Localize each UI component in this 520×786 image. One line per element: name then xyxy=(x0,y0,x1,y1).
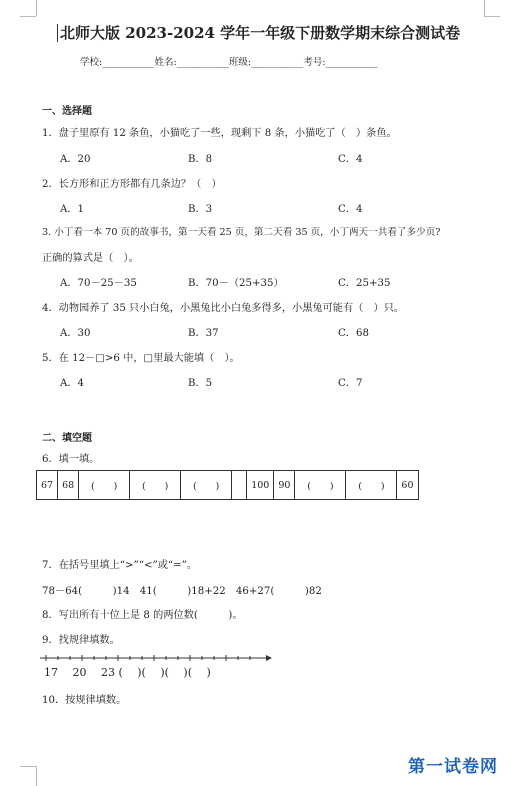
corner-mark-top-left xyxy=(36,0,37,16)
q1-option-a: A．20 xyxy=(60,154,91,165)
table-cell-empty xyxy=(232,471,247,500)
q5-option-a: A．4 xyxy=(60,378,85,389)
table-cell: 68 xyxy=(58,471,79,500)
corner-mark-top-right xyxy=(484,0,485,16)
table-cell: 100 xyxy=(247,471,274,500)
question-8: 8．写出所有十位上是 8 的两位数( )。 xyxy=(42,610,243,621)
number-fill-table xyxy=(36,470,419,500)
corner-mark-top-left-h xyxy=(20,16,36,17)
corner-mark-bottom-left xyxy=(36,766,37,786)
q3-option-c: C．25+35 xyxy=(338,278,391,289)
question-3: 3. 小丁看一本 70 页的故事书，第一天看 25 页，第二天看 35 页，小丁两天一共看了多少页? xyxy=(42,227,441,238)
table-cell-blank: ( ) xyxy=(346,471,397,500)
q3-option-a: A．70－25－35 xyxy=(60,278,137,289)
question-3-line2: 正确的算式是（ ）。 xyxy=(42,253,139,264)
q4-option-a: A．30 xyxy=(60,328,91,339)
corner-mark-bottom-left-h xyxy=(20,766,36,767)
q3-option-b: B．70－（25+35） xyxy=(188,278,284,289)
q2-option-c: C．4 xyxy=(338,204,363,215)
question-10: 10．按规律填数。 xyxy=(42,695,127,706)
q4-option-c: C．68 xyxy=(338,328,369,339)
question-9: 9．找规律填数。 xyxy=(42,635,120,646)
number-line xyxy=(40,652,272,664)
q4-option-b: B．37 xyxy=(188,328,219,339)
table-cell-blank: ( ) xyxy=(181,471,232,500)
q5-option-b: B．5 xyxy=(188,378,213,389)
q5-option-c: C．7 xyxy=(338,378,363,389)
section-heading-choice: 一、选择题 xyxy=(42,106,92,117)
table-cell-blank: ( ) xyxy=(295,471,346,500)
question-4: 4．动物园养了 35 只小白兔，小黑兔比小白兔多得多，小黑兔可能有（ ）只。 xyxy=(42,303,405,314)
question-7-expressions: 78－64( )14 41( )18+22 46+27( )82 xyxy=(42,586,322,597)
table-cell-blank: ( ) xyxy=(79,471,130,500)
question-7: 7．在括号里填上“>”“<”或“=”。 xyxy=(42,560,198,571)
q2-option-b: B．3 xyxy=(188,204,213,215)
table-cell: 60 xyxy=(397,471,418,500)
section-heading-fill: 二、填空题 xyxy=(42,433,92,444)
student-info-fields: 学校:___________姓名:___________班级:___________考号:___________ xyxy=(80,57,378,68)
table-cell-blank: ( ) xyxy=(130,471,181,500)
question-2: 2．长方形和正方形都有几条边？（ ） xyxy=(42,179,222,190)
question-6: 6．填一填。 xyxy=(42,454,100,465)
table-cell: 90 xyxy=(274,471,295,500)
number-line-labels: 17 20 23 ( )( )( )( ) xyxy=(44,666,211,679)
site-watermark: 第一试卷网 xyxy=(408,757,498,777)
q1-option-c: C．4 xyxy=(338,154,363,165)
q1-option-b: B．8 xyxy=(188,154,213,165)
page-title: 北师大版 2023-2024 学年一年级下册数学期末综合测试卷 xyxy=(60,24,461,42)
corner-mark-top-right-h xyxy=(484,16,500,17)
q2-option-a: A．1 xyxy=(60,204,85,215)
question-5: 5．在 12－□>6 中，□里最大能填（ ）。 xyxy=(42,353,240,364)
question-1: 1．盘子里原有 12 条鱼，小猫吃了一些，现剩下 8 条，小猫吃了（ ）条鱼。 xyxy=(42,128,397,139)
text-cursor xyxy=(57,24,58,42)
table-cell: 67 xyxy=(37,471,58,500)
